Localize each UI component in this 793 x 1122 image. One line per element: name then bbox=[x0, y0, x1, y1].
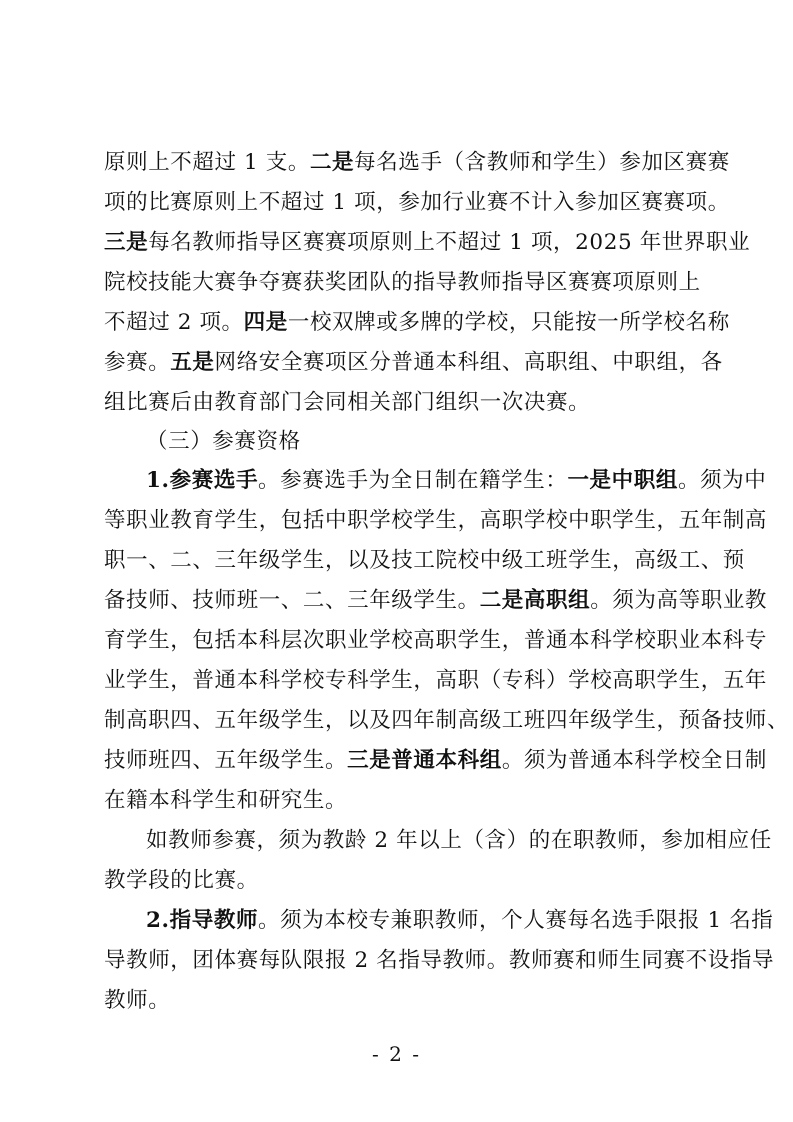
paragraph-line: 三是每名教师指导区赛赛项原则上不超过 1 项，2025 年世界职业 bbox=[104, 230, 751, 255]
paragraph-line: 技师班四、五年级学生。三是普通本科组。须为普通本科学校全日制 bbox=[104, 748, 768, 773]
paragraph-line: 1.参赛选手。参赛选手为全日制在籍学生：一是中职组。须为中 bbox=[146, 468, 767, 493]
paragraph-line: 2.指导教师。须为本校专兼职教师，个人赛每名选手限报 1 名指 bbox=[146, 908, 774, 933]
paragraph-line: 备技师、技师班一、二、三年级学生。二是高职组。须为高等职业教 bbox=[104, 588, 768, 613]
paragraph-line: 教师。 bbox=[104, 988, 171, 1013]
paragraph-line: 组比赛后由教育部门会同相关部门组织一次决赛。 bbox=[104, 390, 591, 415]
paragraph-line: 教学段的比赛。 bbox=[104, 868, 259, 893]
page-number: - 2 - bbox=[372, 1042, 421, 1066]
paragraph-line: 等职业教育学生，包括中职学校学生，高职学校中职学生，五年制高 bbox=[104, 508, 768, 533]
paragraph-line: 参赛。五是网络安全赛项区分普通本科组、高职组、中职组，各 bbox=[104, 350, 723, 375]
paragraph-line: 育学生，包括本科层次职业学校高职学生，普通本科学校职业本科专 bbox=[104, 628, 768, 653]
paragraph-line: 制高职四、五年级学生，以及四年制高级工班四年级学生，预备技师、 bbox=[104, 708, 790, 733]
paragraph-line: 院校技能大赛争夺赛获奖团队的指导教师指导区赛赛项原则上 bbox=[104, 270, 701, 295]
paragraph-line: 导教师，团体赛每队限报 2 名指导教师。教师赛和师生同赛不设指导 bbox=[104, 948, 775, 973]
paragraph-line: 不超过 2 项。四是一校双牌或多牌的学校，只能按一所学校名称 bbox=[104, 310, 730, 335]
paragraph-line: 原则上不超过 1 支。二是每名选手（含教师和学生）参加区赛赛 bbox=[104, 150, 730, 175]
paragraph-line: 职一、二、三年级学生，以及技工院校中级工班学生，高级工、预 bbox=[104, 548, 745, 573]
paragraph-line: 项的比赛原则上不超过 1 项，参加行业赛不计入参加区赛赛项。 bbox=[104, 190, 730, 215]
paragraph-line: 如教师参赛，须为教龄 2 年以上（含）的在职教师，参加相应任 bbox=[146, 828, 772, 853]
paragraph-line: 在籍本科学生和研究生。 bbox=[104, 788, 348, 813]
section-heading: （三）参赛资格 bbox=[146, 429, 301, 454]
paragraph-line: 业学生，普通本科学校专科学生，高职（专科）学校高职学生，五年 bbox=[104, 668, 768, 693]
